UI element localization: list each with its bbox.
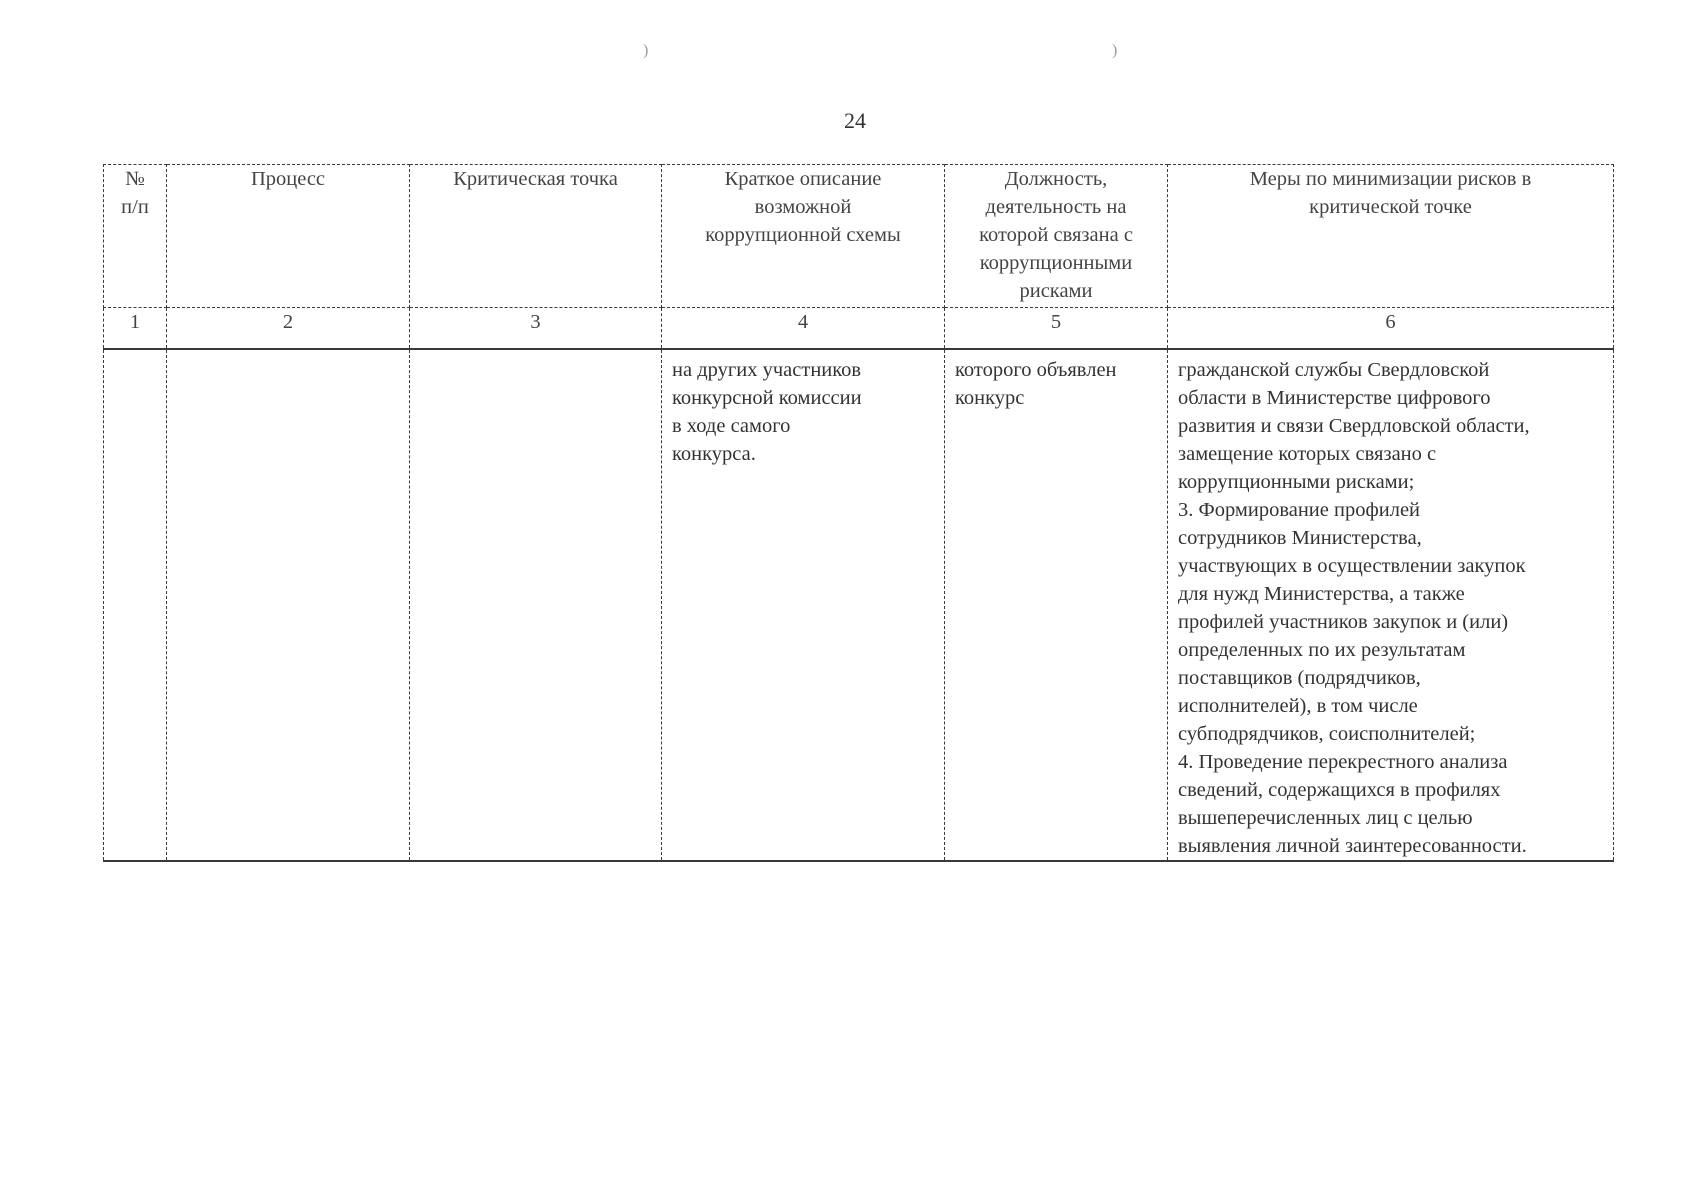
cell-risk-measures: гражданской службы Свердловской области в Министерстве цифрового развития и связи Свердловской области, замещение которых связано с коррупционными рисками; 3. Формирование профилей сотрудников Министерства, участвующих в осуществлении закупок для нужд Министерства, а также профилей участников закупок и (или) определенных по их результатам поставщиков (подрядчиков, исполнителей), в том числе субподрядчиков, соисполнителей; 4. Проведение перекрестного анализа сведений, содержащихся в профилях вышеперечисленных лиц с целью выявления личной заинтересованности. (1168, 349, 1614, 861)
cell-position: которого объявлен конкурс (945, 349, 1168, 861)
column-number-5: 5 (945, 308, 1168, 350)
column-number-4: 4 (662, 308, 945, 350)
cell-critical-point (410, 349, 662, 861)
header-number: № п/п (104, 165, 167, 308)
header-process: Процесс (167, 165, 410, 308)
table-row (104, 349, 1614, 861)
corruption-risk-table (103, 164, 1614, 862)
cell-number (104, 349, 167, 861)
table-header-row (104, 165, 1614, 308)
cell-scheme-description: на других участников конкурсной комиссии в ходе самого конкурса. (662, 349, 945, 861)
header-critical-point: Критическая точка (410, 165, 662, 308)
column-number-6: 6 (1168, 308, 1614, 350)
header-scheme-description: Краткое описание возможной коррупционной схемы (662, 165, 945, 308)
column-number-row (104, 308, 1614, 350)
cell-process (167, 349, 410, 861)
column-number-1: 1 (104, 308, 167, 350)
column-number-2: 2 (167, 308, 410, 350)
header-risk-measures: Меры по минимизации рисков в критической точке (1168, 165, 1614, 308)
column-number-3: 3 (410, 308, 662, 350)
page-number: 24 (844, 108, 866, 133)
scan-mark-left: ) (643, 42, 649, 59)
scan-mark-right: ) (1112, 42, 1118, 59)
header-position: Должность, деятельность на которой связана с коррупционными рисками (945, 165, 1168, 308)
